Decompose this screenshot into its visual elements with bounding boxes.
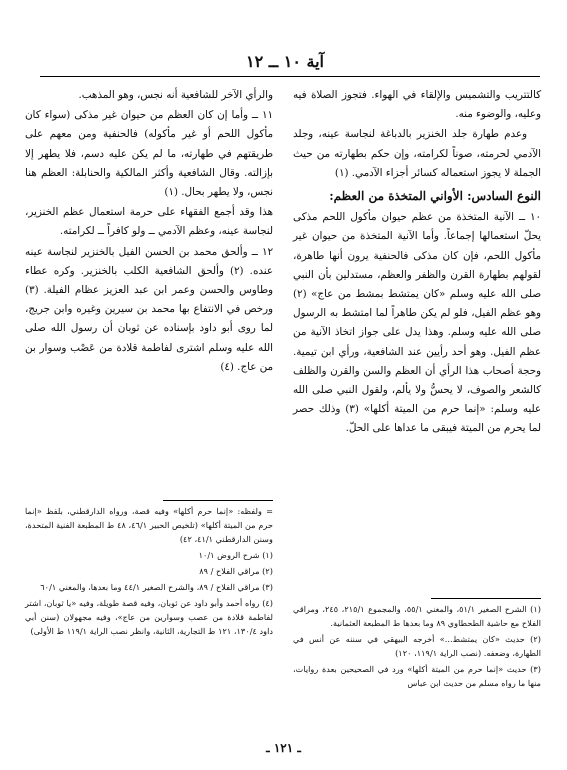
body-paragraph: ١١ ــ وأما إن كان العظم من حيوان غير مذكى (سواء كان مأكول اللحم أو غير مأكوله) فالحنفية ومن معهم على طريقتهم في طهارته، ما لم يكن عليه دسم، فلا يطهر إلا بإزالته. وقال الشافعية وأكثر المالكية والحنابلة: العظم هنا نجس، ولا يطهر بحال. (١) [25,109,273,199]
footnote: (٣) حديث «إنما حرم من الميتة أكلها» ورد في الصحيحين بعدة روايات، منها ما رواه مسلم من حديث ابن عباس [293,664,541,688]
footnote: (١) شرح الروض ١٠/١ [198,550,273,560]
header-rule [40,76,540,77]
footnote: (٢) حديث «كان يمتشط...» أخرجه البيهقي في سننه عن أنس في الطهارة، وضعفه. (نصب الراية ١١٩/١، ١٢٠) [293,634,541,658]
footnote: (٤) رواه أحمد وأبو داود عن ثوبان، وفيه قصة طويلة، وفيه «يا ثوبان، اشتر لفاطمة قلادة من عصب وسوارين من عاج»، وفيه مجهولان (سنن أبي داود ١٣٠/٤، ١٢١ ط التجارية، الثانية، وانظر نصب الراية ١١٩/١ ط الأولى) [25,598,273,636]
footnotes-right [293,598,541,692]
footnote: = ولفظه: «إنما حرم أكلها» وفيه قصة، ورواه الدارقطني، بلفظ «إنما حرم من الميتة أكلها» (تلخيص الحبير ٤٦/١، ٤٨ ط المطبعة الفنية المتحدة، وسنن الدارقطني ٤١/١، ٤٢) [25,506,274,544]
body-paragraph: والرأي الآخر للشافعية أنه نجس، وهو المذهب. [78,89,273,101]
body-paragraph: ١٠ ــ الآنية المتخذة من عظم حيوان مأكول اللحم مذكى يحلّ استعمالها إجماعاً. وأما الآنية المتخذة من حيوان غير مأكول اللحم، فإن كان مذكى فالحنفية يرون أنها طاهرة، لقولهم بطهارة القرن والظفر والعظم، مستدلين بأن النبي صلى الله عليه وسلم «كان يمتشط بمشط من عاج» (٢) وهو عظم الفيل، فلو لم يكن طاهراً لما امتشط به الرسول صلى الله عليه وسلم. وهذا يدل على جواز اتخاذ الآنية من عظم الفيل. وهو أحد رأيين عند الشافعية، ورأي ابن تيمية. وحجة أصحاب هذا الرأي أن العظم والسن والقرن والظلف كالشعر والصوف، لا يحسُّ ولا يألم، ولقول النبي صلى الله عليه وسلم: «إنما حرم من الميتة أكلها» (٣) وذلك حصر لما يحرم من الميتة فيبقى ما عداها على الحلّ. [293,211,542,435]
page-header-title: آية ١٠ ــ ١٢ [246,52,324,71]
footnote: (٣) مراقي الفلاح / ٨٩، والشرح الصغير ٤٤/١ وما بعدها، والمغني ٦٠/١ [40,582,273,592]
left-column [25,86,273,378]
page-number: ـ ١٢١ ـ [266,741,301,755]
footnotes-left [25,500,273,640]
body-paragraph: ١٢ ــ وألحق محمد بن الحسن الفيل بالخنزير لنجاسة عينه عنده. (٢) وألحق الشافعية الكلب بالخنزير. وكره عطاء وطاوس والحسن وعمر ابن عبد العزيز عظام الفيلة. (٣) ورخص في الانتفاع بها محمد بن سيرين وغيره وابن جريج، لما روى أبو داود بإسناده عن ثوبان أن رسول الله صلى الله عليه وسلم اشترى لفاطمة قلادة من عَصْب وسوار بن من عاج. (٤) [25,245,273,373]
footnote-rule [163,500,273,501]
footnote-rule [431,598,541,599]
body-paragraph: كالتتريب والتشميس والإلقاء في الهواء. فتجوز الصلاة فيه وعليه، والوضوء منه. [293,89,541,121]
footnote: (١) الشرح الصغير ٥١/١، والمغني ٥٥/١، والمجموع ٢١٥/١، ٢٤٥، ومراقي الفلاح مع حاشية الطحطاوي ٨٩ وما بعدها ط المطبعة العثمانية. [293,604,541,628]
body-paragraph: وعدم طهارة جلد الخنزير بالدباغة لنجاسة عينه، وجلد الآدمي لحرمته، صوناً لكرامته، وإن حكم بطهارته من حيث الجملة لا يجوز استعماله كسائر أجزاء الآدمي. (١) [293,128,541,179]
footnote: (٢) مراقي الفلاح / ٨٩ [199,566,273,576]
right-column [293,86,541,440]
body-paragraph: هذا وقد أجمع الفقهاء على حرمة استعمال عظم الخنزير، لنجاسة عينه، وعظم الآدمي ــ ولو كافراً ــ لكرامته. [25,206,273,238]
section-heading: النوع السادس: الأواني المتخذة من العظم: [329,189,541,204]
